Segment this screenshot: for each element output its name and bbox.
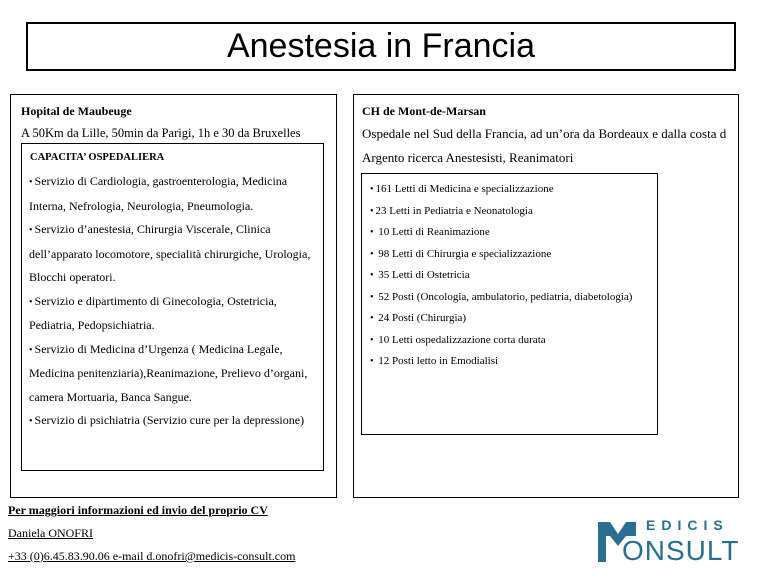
list-item: • Servizio di Cardiologia, gastroenterologia, Medicina Interna, Nefrologia, Neurologia, Pneumologia.	[29, 174, 288, 213]
bullet-icon: •	[370, 248, 374, 260]
list-item: • 10 Letti di Reanimazione	[370, 226, 490, 238]
contact-line[interactable]: +33 (0)6.45.83.90.06 e-mail d.onofri@medicis-consult.com	[8, 549, 296, 563]
list-item: • Servizio d’anestesia, Chirurgia Viscerale, Clinica dell’apparato locomotore, specialità chirurgiche, Urologia, Blocchi operatori.	[29, 222, 311, 284]
bullet-icon: •	[370, 334, 374, 346]
list-item: • 161 Letti di Medicina e specializzazione	[370, 183, 554, 195]
list-item: • 35 Letti di Ostetricia	[370, 269, 470, 281]
list-item: • Servizio di Medicina d’Urgenza ( Medicina Legale, Medicina penitenziaria),Reanimazione, Prelievo d’organi, camera Mortuaria, Banca Sangue.	[29, 341, 308, 404]
list-item: • 12 Posti letto in Emodialisi	[370, 355, 499, 367]
hospital-montdemarsan-description: Ospedale nel Sud della Francia, ad un’ora da Bordeaux e dalla costa d Argento ricerca Anestesisti, Reanimatori	[362, 126, 727, 165]
bullet-icon: •	[29, 344, 33, 356]
title-box	[26, 22, 736, 71]
list-item: • Servizio e dipartimento di Ginecologia, Ostetricia, Pediatria, Pedopsichiatria.	[29, 293, 277, 332]
bullet-icon: •	[370, 184, 374, 195]
logo-bottom-text: ONSULT	[622, 535, 740, 566]
page-title: Anestesia in Francia	[226, 27, 536, 65]
bullet-icon: •	[370, 291, 374, 303]
logo-graphic	[596, 514, 746, 566]
bullet-icon: •	[29, 177, 33, 188]
list-item: • 24 Posti (Chirurgia)	[370, 312, 467, 324]
hospital-maubeuge-description: A 50Km da Lille, 50min da Parigi, 1h e 30 da Bruxelles	[21, 126, 301, 140]
hospital-maubeuge-name: Hopital de Maubeuge	[21, 104, 132, 118]
beds-box	[361, 173, 658, 435]
bullet-icon: •	[370, 205, 374, 217]
medicis-consult-logo	[596, 514, 746, 566]
capacity-heading: CAPACITA’ OSPEDALIERA	[30, 152, 165, 163]
bullet-icon: •	[370, 227, 374, 238]
bullet-icon: •	[29, 416, 33, 427]
capacity-box	[21, 143, 324, 471]
bullet-icon: •	[370, 270, 374, 281]
list-item: • 52 Posti (Oncologia, ambulatorio, pediatria, diabetologia)	[370, 290, 633, 303]
bullet-icon: •	[29, 225, 33, 236]
list-item: • 10 Letti ospedalizzazione corta durata	[370, 333, 546, 346]
bullet-icon: •	[370, 356, 374, 367]
logo-top-text: EDICIS	[646, 517, 729, 533]
list-item: • 23 Letti in Pediatria e Neonatologia	[370, 204, 533, 217]
contact-name: Daniela ONOFRI	[8, 526, 93, 540]
bullet-icon: •	[370, 313, 374, 324]
beds-list	[370, 179, 652, 373]
bullet-icon: •	[29, 296, 33, 308]
footer-info: Per maggiori informazioni ed invio del proprio CV	[8, 503, 268, 517]
list-item: • Servizio di psichiatria (Servizio cure per la depressione)	[29, 413, 305, 427]
list-item: • 98 Letti di Chirurgia e specializzazione	[370, 247, 552, 260]
hospital-montdemarsan-name: CH de Mont-de-Marsan	[362, 104, 486, 118]
capacity-list	[29, 170, 319, 434]
